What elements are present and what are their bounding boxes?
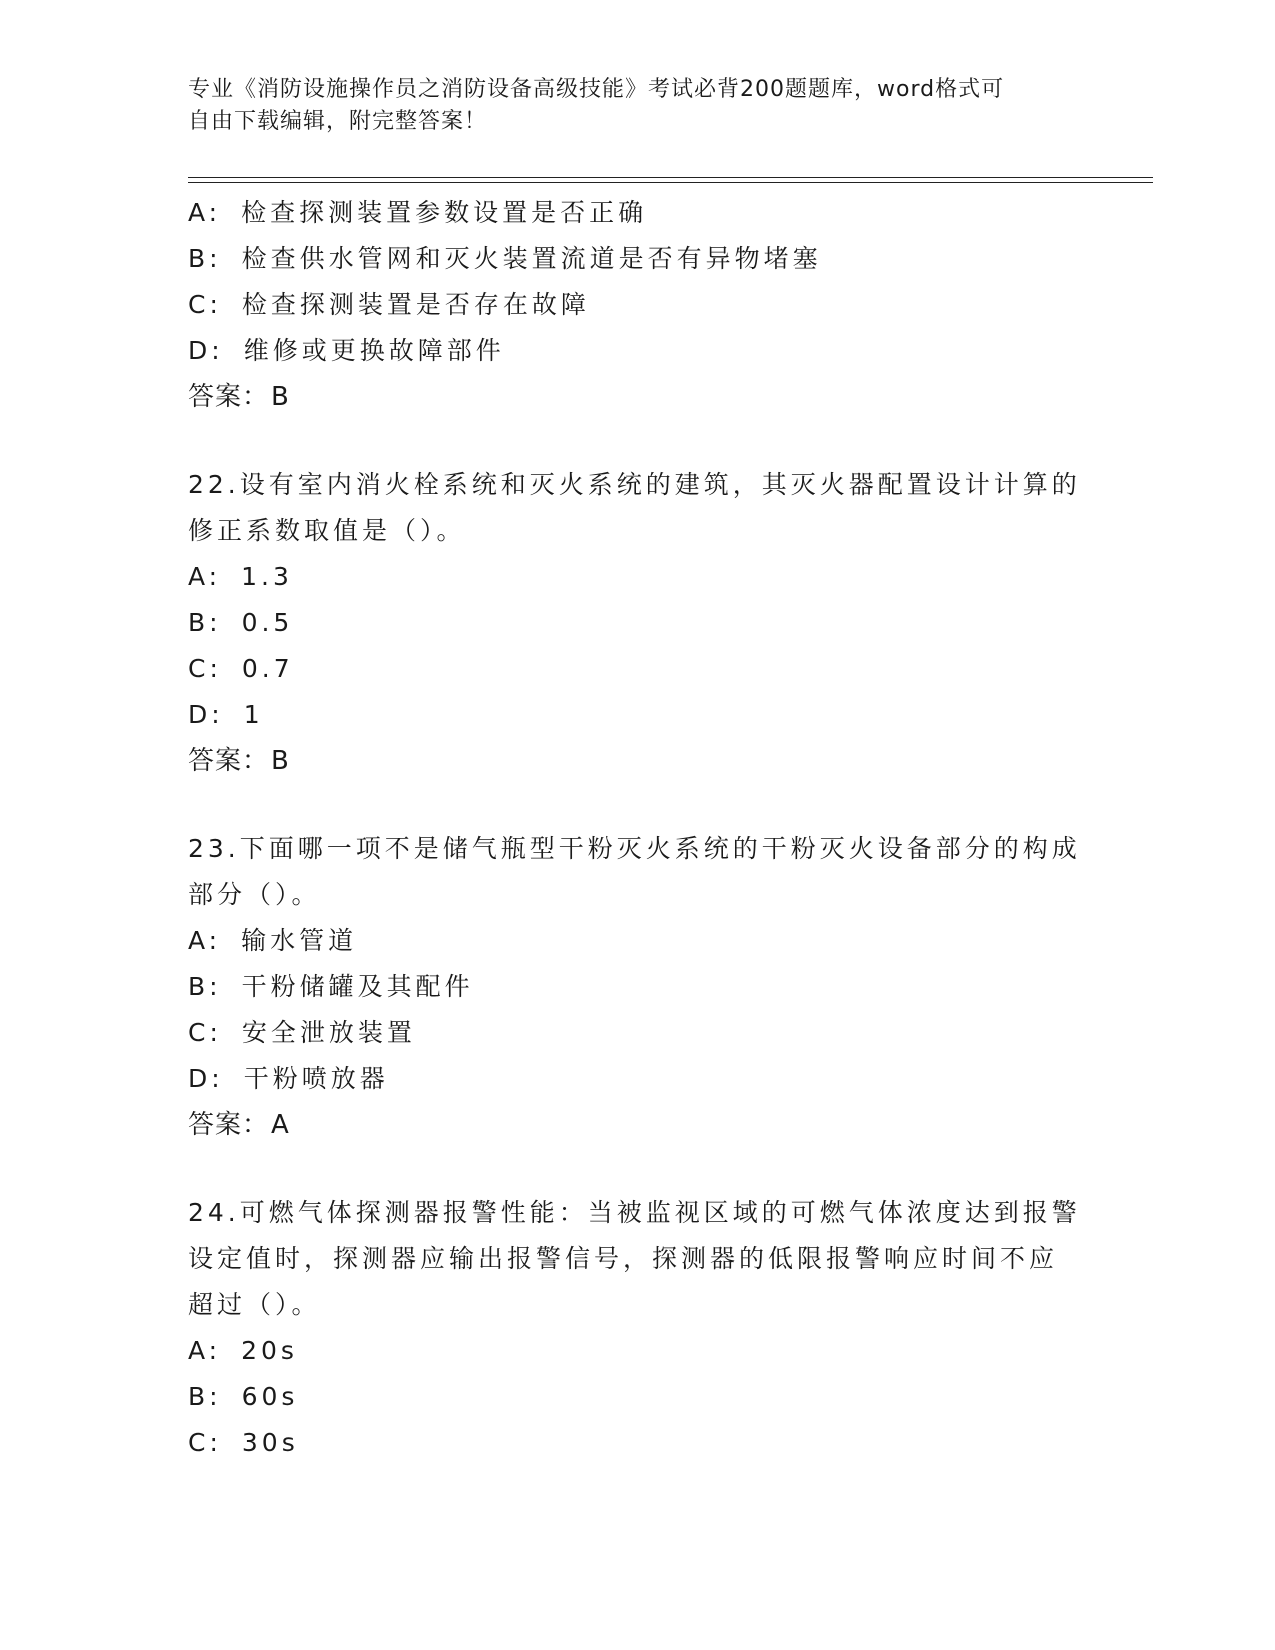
option-letter: A: [188, 198, 222, 227]
answer-label: 答案： [188, 746, 270, 776]
document-header [188, 74, 1068, 138]
option-text: 60s [241, 1382, 299, 1411]
document-body [188, 190, 1081, 1466]
question-text: 设定值时，探测器应输出报警信号，探测器的低限报警响应时间不应 [188, 1244, 1059, 1273]
option-letter: C: [188, 1018, 222, 1047]
answer-label: 答案： [188, 382, 270, 412]
option-text: 0.7 [241, 654, 294, 683]
answer-value: B [271, 746, 290, 776]
option-text: 1.3 [241, 562, 293, 591]
option-text: 检查供水管网和灭火装置流道是否有异物堵塞 [241, 244, 822, 273]
option-b [188, 600, 1078, 646]
option-text: 检查探测装置参数设置是否正确 [241, 198, 648, 227]
option-text: 维修或更换故障部件 [243, 336, 505, 365]
option-letter: A: [188, 562, 222, 591]
answer [188, 1102, 1078, 1148]
option-letter: D: [188, 336, 224, 365]
option-letter: D: [188, 700, 224, 729]
option-text: 干粉储罐及其配件 [241, 972, 474, 1001]
option-b [188, 236, 1078, 282]
option-text: 30s [241, 1428, 299, 1457]
option-text: 1 [243, 700, 264, 729]
answer-value: B [271, 382, 290, 412]
option-a [188, 554, 1078, 600]
question-text: 24.可燃气体探测器报警性能：当被监视区域的可燃气体浓度达到报警 [188, 1198, 1081, 1227]
question-text: 23.下面哪一项不是储气瓶型干粉灭火系统的干粉灭火设备部分的构成 [188, 834, 1081, 863]
option-text: 输水管道 [241, 926, 358, 955]
option-c [188, 282, 1078, 328]
option-a [188, 190, 1078, 236]
option-c [188, 1010, 1078, 1056]
question-24 [188, 1190, 1081, 1466]
header-line-2: 自由下载编辑，附完整答案！ [188, 109, 488, 134]
option-text: 20s [241, 1336, 298, 1365]
option-letter: C: [188, 1428, 222, 1457]
option-text: 0.5 [241, 608, 294, 637]
option-letter: A: [188, 1336, 222, 1365]
question-23 [188, 826, 1081, 1148]
option-d [188, 692, 1078, 738]
option-text: 干粉喷放器 [243, 1064, 389, 1093]
option-a [188, 918, 1078, 964]
option-a [188, 1328, 1078, 1374]
option-b [188, 964, 1078, 1010]
option-d [188, 328, 1078, 374]
header-line-1: 专业《消防设施操作员之消防设备高级技能》考试必背200题题库，word格式可 [188, 77, 1005, 102]
question-21 [188, 190, 1078, 420]
option-letter: C: [188, 654, 222, 683]
header-divider-top [188, 177, 1153, 178]
option-text: 安全泄放装置 [241, 1018, 416, 1047]
option-letter: A: [188, 926, 222, 955]
option-c [188, 646, 1078, 692]
header-divider-bottom [188, 182, 1153, 183]
option-letter: D: [188, 1064, 224, 1093]
question-text: 修正系数取值是（）。 [188, 516, 466, 545]
question-22 [188, 462, 1081, 784]
option-letter: B: [188, 1382, 222, 1411]
option-c [188, 1420, 1078, 1466]
option-text: 检查探测装置是否存在故障 [241, 290, 590, 319]
question-text: 22.设有室内消火栓系统和灭火系统的建筑，其灭火器配置设计计算的 [188, 470, 1081, 499]
option-letter: C: [188, 290, 222, 319]
option-d [188, 1056, 1078, 1102]
answer-value: A [271, 1110, 290, 1140]
option-b [188, 1374, 1078, 1420]
answer [188, 738, 1078, 784]
answer [188, 374, 1078, 420]
option-letter: B: [188, 244, 222, 273]
answer-label: 答案： [188, 1110, 270, 1140]
option-letter: B: [188, 608, 222, 637]
question-text: 超过（）。 [188, 1290, 321, 1319]
question-text: 部分（）。 [188, 880, 321, 909]
option-letter: B: [188, 972, 222, 1001]
